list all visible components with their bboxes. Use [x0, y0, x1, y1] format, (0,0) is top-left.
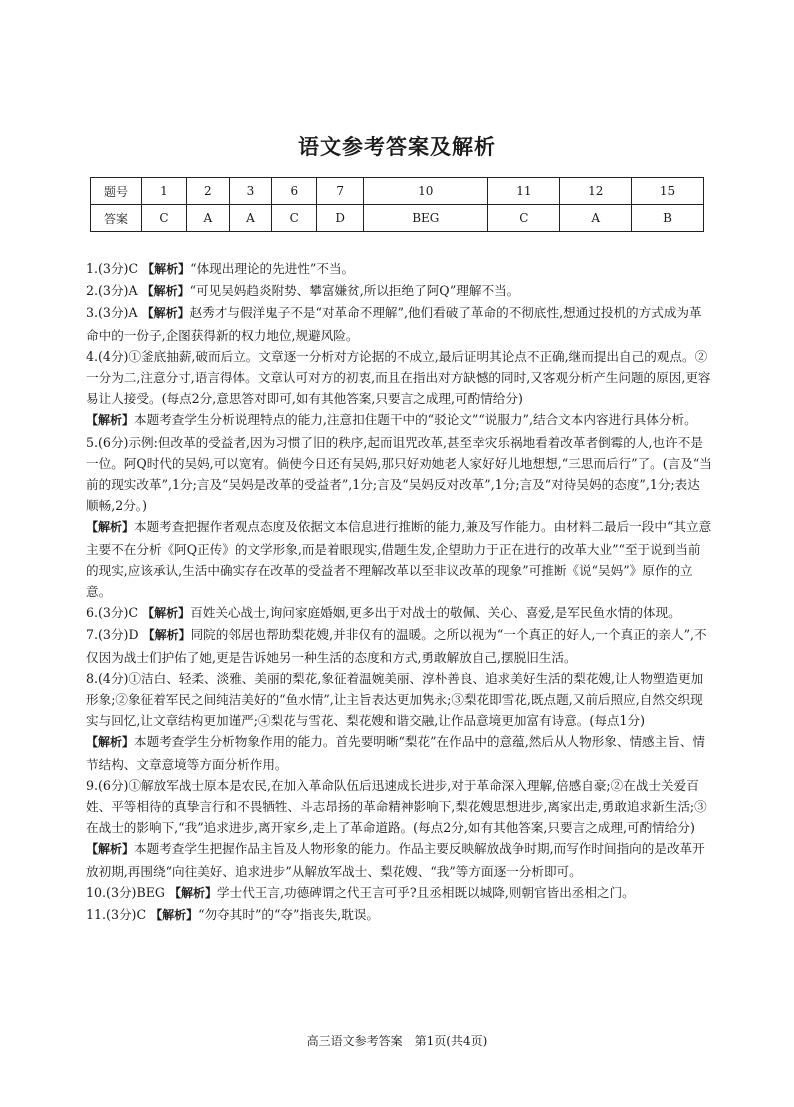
analysis-note: [86, 838, 712, 881]
answer-item: [86, 668, 712, 732]
analysis-text: 本题考查学生分析说理特点的能力,注意扣住题干中的“驳论文”“说服力”,结合文本内容进行具体分析。: [134, 412, 697, 428]
answer-number: 3.(3分)A: [86, 305, 138, 321]
answer-item: [86, 302, 712, 345]
answer-text: ①洁白、轻柔、淡雅、美丽的梨花,象征着温婉美丽、淳朴善良、追求美好生活的梨花嫂,让人物塑造更加形象;②象征着军民之间纯洁美好的“鱼水情”,让主旨表达更加隽永;③梨花即雪花,既点题,又前后照应,自然交织现实与回忆,让文章结构更加谨严;④梨花与雪花、梨花嫂和谐交融,让作品意境更加富有诗意。(每点1分): [86, 670, 704, 729]
answer-number: 2.(3分)A: [86, 283, 138, 299]
question-number-cell: 2: [186, 178, 229, 205]
question-number-cell: 15: [632, 178, 704, 205]
answer-item: [86, 775, 712, 839]
question-number-cell: 12: [560, 178, 632, 205]
analysis-tag: 【解析】: [169, 885, 218, 900]
answer-item: [86, 602, 712, 624]
answer-item: [86, 280, 712, 302]
page-footer: 高三语文参考答案 第1页(共4页): [306, 1034, 488, 1048]
analysis-tag: 【解析】: [86, 520, 135, 535]
answer-cell: C: [488, 205, 560, 232]
answer-number: 5.(6分): [86, 434, 129, 450]
answer-cell: C: [142, 205, 187, 232]
analysis-tag: 【解析】: [86, 842, 135, 857]
answer-text: 学士代王言,功德碑谓之代王言可乎?且丞相既以城降,则朝官皆出丞相之门。: [217, 884, 635, 900]
answer-item: [86, 624, 712, 667]
answer-number: 11.(3分)C: [86, 907, 147, 923]
question-number-cell: 10: [364, 178, 488, 205]
answer-number: 4.(4分): [86, 348, 129, 364]
answer-cell: A: [186, 205, 229, 232]
analysis-text: 本题考查把握作者观点态度及依据文本信息进行推断的能力,兼及写作能力。由材料二最后一段中“其立意主要不在分析《阿Q正传》的文学形象,而是着眼现实,借题生发,企望助力于正在进行的改革大业”“至于说到当前的现实,应该承认,生活中确实存在改革的受益者不理解改革以至非议改革的现象”可推断《说“吴妈”》原作的立意。: [86, 519, 712, 600]
answer-text: “勿夺其时”的“夺”指丧失,耽误。: [198, 907, 380, 923]
answer-cell: B: [632, 205, 704, 232]
question-number-row: [91, 178, 704, 205]
answer-cell: C: [272, 205, 317, 232]
answer-text: “体现出理论的先进性”不当。: [190, 261, 355, 276]
answer-text: 示例:但改革的受益者,因为习惯了旧的秩序,起而诅咒改革,甚至幸灾乐祸地看着改革者倒霉的人,也许不是一位。阿Q时代的吴妈,可以宽宥。倘使今日还有吴妈,那只好劝她老人家好好儿地想想,“三思而后行”了。(言及“当前的现实改革”,1分;言及“吴妈是改革的受益者”,1分;言及“吴妈反对改革”,1分;言及“对待吴妈的态度”,1分;表达顺畅,2分。): [86, 434, 712, 514]
answer-item: [86, 882, 712, 904]
answer-item: [86, 258, 712, 280]
answer-number: 7.(3分)D: [86, 627, 139, 643]
answer-row: [91, 205, 704, 232]
answer-key-table: [90, 177, 704, 232]
answer-item: [86, 432, 712, 517]
answer-number: 1.(3分)C: [86, 261, 139, 276]
answer-number: 8.(4分): [86, 670, 129, 686]
analysis-note: [86, 409, 712, 431]
answer-item: [86, 904, 712, 926]
answer-cell: A: [560, 205, 632, 232]
row-label-question-number: 题号: [91, 178, 142, 205]
question-number-cell: 3: [229, 178, 272, 205]
analysis-note: [86, 731, 712, 774]
analysis-tag: 【解析】: [150, 908, 199, 923]
answer-cell: BEG: [364, 205, 488, 232]
page-title: 语文参考答案及解析: [298, 135, 496, 159]
question-number-cell: 11: [488, 178, 560, 205]
analysis-tag: 【解析】: [141, 306, 190, 321]
analysis-tag: 【解析】: [142, 262, 191, 276]
analysis-tag: 【解析】: [142, 606, 191, 621]
question-number-cell: 6: [272, 178, 317, 205]
answer-text: 赵秀才与假洋鬼子不是“对革命不理解”,他们看破了革命的不彻底性,想通过投机的方式成为革命中的一份子,企图获得新的权力地位,规避风险。: [86, 305, 702, 343]
analysis-tag: 【解析】: [141, 284, 190, 299]
answer-text: 同院的邻居也帮助梨花嫂,并非仅有的温暖。之所以视为“一个真正的好人,一个真正的亲人”,不仅因为战士们护佑了她,更是告诉她另一种生活的态度和方式,勇敢解放自己,摆脱旧生活。: [86, 627, 707, 665]
analysis-tag: 【解析】: [86, 413, 135, 428]
answer-text: ①釜底抽薪,破而后立。文章逐一分析对方论据的不成立,最后证明其论点不正确,继而提出自己的观点。②一分为二,注意分寸,语言得体。文章认可对方的初衷,而且在指出对方缺憾的同时,又客观分析产生问题的原因,更容易让人接受。(每点2分,意思答对即可,如有其他答案,只要言之成理,可酌情给分): [86, 348, 711, 407]
answer-text: “可见吴妈趋炎附势、攀富嫌贫,所以拒绝了阿Q”理解不当。: [189, 283, 520, 299]
answer-explanations: [86, 258, 712, 926]
row-label-answer: 答案: [91, 205, 142, 232]
answer-item: [86, 346, 712, 410]
analysis-text: 本题考查学生分析物象作用的能力。首先要明晰“梨花”在作品中的意蕴,然后从人物形象、情感主旨、情节结构、文章意境等方面分析作用。: [86, 734, 706, 772]
question-number-cell: 1: [142, 178, 187, 205]
answer-cell: A: [229, 205, 272, 232]
analysis-tag: 【解析】: [86, 735, 135, 750]
answer-text: 百姓关心战士,询问家庭婚姻,更多出于对战士的敬佩、关心、喜爱,是军民鱼水情的体现。: [190, 605, 681, 621]
answer-cell: D: [317, 205, 364, 232]
answer-text: ①解放军战士原本是农民,在加入革命队伍后迅速成长进步,对于革命深入理解,倍感自豪;②在战士关爱百姓、平等相待的真挚言行和不畏牺牲、斗志昂扬的革命精神影响下,梨花嫂思想进步,离家出走,勇敢追求新生活;③在战士的影响下,“我”追求进步,离开家乡,走上了革命道路。(每点2分,如有其他答案,只要言之成理,可酌情给分): [86, 777, 707, 836]
question-number-cell: 7: [317, 178, 364, 205]
answer-number: 10.(3分)BEG: [86, 884, 165, 900]
analysis-text: 本题考查学生把握作品主旨及人物形象的能力。作品主要反映解放战争时期,而写作时间指向的是改革开放初期,再围绕“向往美好、追求进步”从解放军战士、梨花嫂、“我”等方面逐一分析即可。: [86, 841, 705, 879]
analysis-note: [86, 516, 712, 602]
answer-number: 9.(6分): [86, 777, 129, 793]
analysis-tag: 【解析】: [142, 628, 191, 643]
answer-number: 6.(3分)C: [86, 605, 139, 621]
